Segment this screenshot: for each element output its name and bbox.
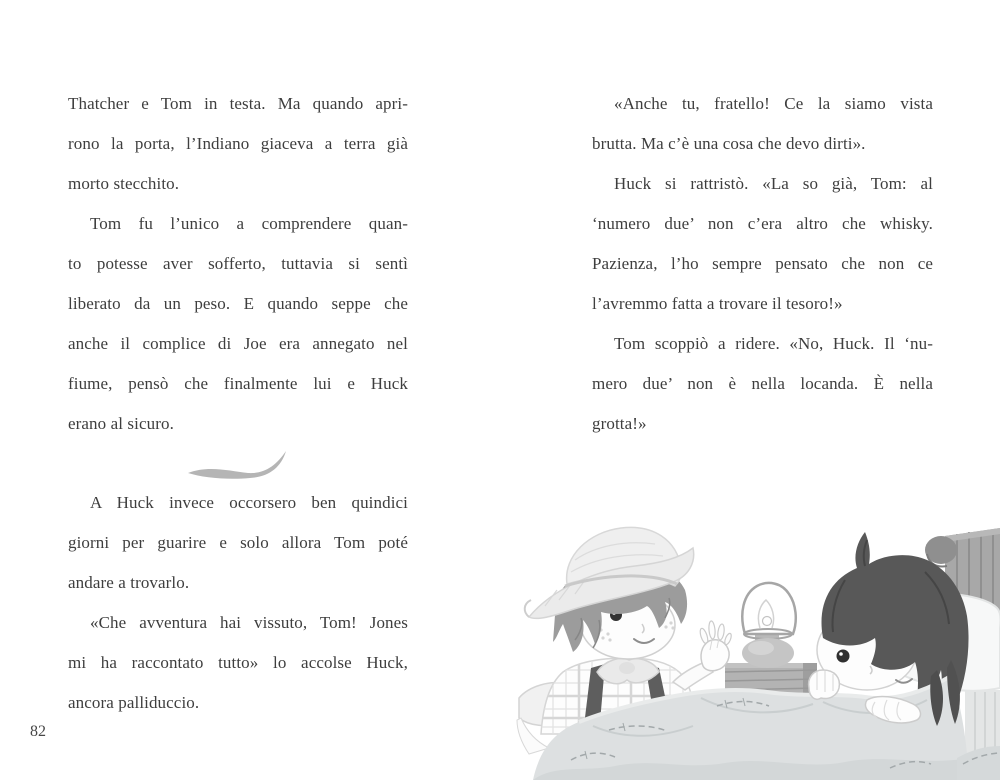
text-line: to potesse aver sofferto, tuttavia si sentì xyxy=(68,254,408,273)
text-line: liberato da un peso. E quando seppe che xyxy=(68,294,408,313)
text-line: Pazienza, l’ho sempre pensato che non ce xyxy=(592,254,933,273)
text-line: giorni per guarire e solo allora Tom poté xyxy=(68,533,408,552)
text-line: Huck si rattristò. «La so già, Tom: al xyxy=(614,174,933,193)
text-line: mero due’ non è nella locanda. È nella xyxy=(592,374,933,393)
text-line: Tom fu l’unico a comprendere quan- xyxy=(90,214,408,233)
text-line: Tom scoppiò a ridere. «No, Huck. Il ‘nu- xyxy=(614,334,933,353)
text-line: brutta. Ma c’è una cosa che devo dirti». xyxy=(592,134,866,153)
text-line: anche il complice di Joe era annegato nel xyxy=(68,334,408,353)
text-line: andare a trovarlo. xyxy=(68,573,190,592)
text-line: Thatcher e Tom in testa. Ma quando apri- xyxy=(68,94,408,113)
left-paragraphs-bottom xyxy=(68,483,408,723)
text-line: ancora palliduccio. xyxy=(68,693,200,712)
text-line: «Anche tu, fratello! Ce la siamo vista xyxy=(614,94,933,113)
text-line: rono la porta, l’Indiano giaceva a terra già xyxy=(68,134,408,153)
section-divider xyxy=(68,444,408,483)
text-line: mi ha raccontato tutto» lo accolse Huck, xyxy=(68,653,408,672)
text-line: l’avremmo fatta a trovare il tesoro!» xyxy=(592,294,843,313)
text-line: «Che avventura hai vissuto, Tom! Jones xyxy=(90,613,408,632)
text-line: ‘numero due’ non c’era altro che whisky. xyxy=(592,214,933,233)
left-text-column xyxy=(68,84,408,723)
text-line: fiume, pensò che finalmente lui e Huck xyxy=(68,374,408,393)
text-line: grotta!» xyxy=(592,414,647,433)
oil-lantern xyxy=(742,583,796,668)
huck-eye-left xyxy=(837,650,850,663)
left-paragraphs-top xyxy=(68,84,408,444)
page-number: 82 xyxy=(30,723,46,740)
text-line: erano al sicuro. xyxy=(68,414,174,433)
text-line: morto stecchito. xyxy=(68,174,180,193)
bedside-illustration xyxy=(505,520,1000,780)
right-text-column xyxy=(592,84,933,444)
text-line: A Huck invece occorsero ben quindici xyxy=(90,493,408,512)
flourish-swash-icon xyxy=(186,448,290,480)
